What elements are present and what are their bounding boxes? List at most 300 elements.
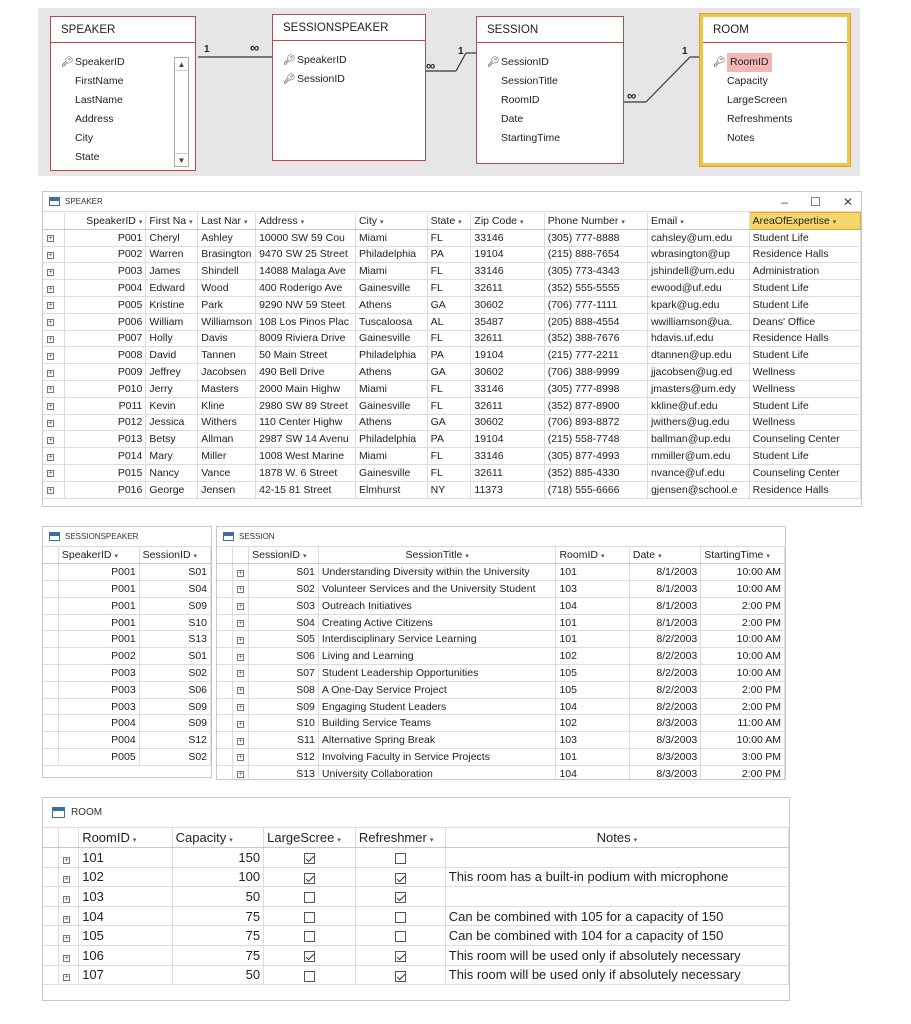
table-cell[interactable]: 8/2/2003 — [629, 631, 700, 648]
table-cell[interactable]: 400 Roderigo Ave — [256, 280, 356, 297]
table-cell[interactable]: 10:00 AM — [701, 648, 785, 665]
table-cell[interactable]: 42-15 81 Street — [256, 481, 356, 498]
table-cell[interactable]: 50 Main Street — [256, 347, 356, 364]
table-cell[interactable]: 19104 — [471, 431, 544, 448]
row-selector[interactable] — [217, 564, 233, 581]
sort-dropdown-icon[interactable]: ▾ — [132, 837, 137, 845]
table-cell[interactable]: P001 — [58, 614, 139, 631]
table-cell[interactable]: S05 — [249, 631, 319, 648]
expand-row-cell[interactable] — [43, 347, 65, 364]
row-selector[interactable] — [217, 648, 233, 665]
sort-dropdown-icon[interactable]: ▾ — [520, 218, 524, 226]
table-cell[interactable]: GA — [427, 414, 471, 431]
table-cell[interactable]: 101 — [556, 631, 629, 648]
expand-plus-icon[interactable]: + — [238, 569, 243, 577]
table-cell[interactable]: P001 — [65, 229, 146, 246]
sort-dropdown-icon[interactable]: ▾ — [633, 837, 638, 845]
table-cell[interactable]: (215) 558-7748 — [544, 431, 647, 448]
sort-dropdown-icon[interactable]: ▾ — [465, 553, 469, 561]
field-name[interactable]: StartingTime — [501, 132, 561, 144]
table-row[interactable] — [43, 906, 789, 926]
table-cell[interactable]: 1008 West Marine — [256, 448, 356, 465]
table-cell[interactable]: S02 — [249, 581, 319, 598]
expand-plus-icon[interactable]: + — [48, 369, 53, 377]
table-cell[interactable]: FL — [427, 263, 471, 280]
table-row[interactable] — [43, 280, 861, 297]
expand-row-cell[interactable] — [43, 263, 65, 280]
table-cell[interactable]: kkline@uf.edu — [647, 397, 749, 414]
table-cell[interactable]: S10 — [249, 715, 319, 732]
table-cell[interactable]: Gainesville — [355, 280, 427, 297]
checkbox-cell[interactable] — [264, 848, 356, 868]
table-cell[interactable]: ewood@uf.edu — [647, 280, 749, 297]
expand-row-cell[interactable] — [233, 564, 249, 581]
table-cell[interactable]: This room will be used only if absolutely necessary — [445, 946, 788, 966]
column-header[interactable] — [318, 547, 556, 564]
table-cell[interactable]: P014 — [65, 448, 146, 465]
expand-plus-icon[interactable]: + — [238, 737, 243, 745]
field-name[interactable]: RoomID — [501, 94, 540, 106]
expand-plus-icon[interactable]: + — [238, 771, 243, 779]
table-cell[interactable]: S10 — [139, 614, 210, 631]
table-cell[interactable]: 11373 — [471, 481, 544, 498]
table-cell[interactable]: wwilliamson@ua. — [647, 313, 749, 330]
table-row[interactable] — [43, 481, 861, 498]
table-cell[interactable]: Involving Faculty in Service Projects — [318, 749, 556, 766]
table-cell[interactable]: 9470 SW 25 Street — [256, 246, 356, 263]
expand-row-cell[interactable] — [233, 681, 249, 698]
expand-row-cell[interactable] — [43, 280, 65, 297]
table-cell[interactable] — [445, 848, 788, 868]
table-cell[interactable]: 102 — [556, 648, 629, 665]
table-cell[interactable]: 32611 — [471, 330, 544, 347]
table-cell[interactable]: Nancy — [146, 464, 198, 481]
field-name[interactable]: SessionID — [297, 73, 345, 85]
table-cell[interactable]: Vance — [198, 464, 256, 481]
table-cell[interactable]: PA — [427, 246, 471, 263]
sort-dropdown-icon[interactable]: ▾ — [766, 553, 770, 561]
table-cell[interactable]: 2:00 PM — [701, 765, 785, 780]
expand-row-cell[interactable] — [43, 380, 65, 397]
column-header[interactable] — [58, 547, 139, 564]
large-screen-checkbox[interactable] — [304, 931, 315, 942]
table-cell[interactable]: FL — [427, 464, 471, 481]
table-cell[interactable]: jjacobsen@ug.ed — [647, 364, 749, 381]
table-cell[interactable]: (305) 773-4343 — [544, 263, 647, 280]
table-row[interactable] — [43, 848, 789, 868]
table-cell[interactable]: S02 — [139, 665, 210, 682]
refreshments-checkbox[interactable] — [395, 931, 406, 942]
checkbox-cell[interactable] — [264, 926, 356, 946]
field-name[interactable]: City — [75, 132, 94, 144]
row-selector[interactable] — [43, 906, 59, 926]
column-header[interactable] — [427, 213, 471, 230]
column-header[interactable] — [701, 547, 785, 564]
room-datasheet-window[interactable] — [42, 797, 790, 1001]
table-cell[interactable]: Wellness — [749, 414, 860, 431]
table-cell[interactable]: 1878 W. 6 Street — [256, 464, 356, 481]
table-cell[interactable]: (215) 777-2211 — [544, 347, 647, 364]
table-cell[interactable]: Jerry — [146, 380, 198, 397]
expand-row-cell[interactable] — [233, 665, 249, 682]
expand-row-cell[interactable] — [43, 448, 65, 465]
table-cell[interactable]: Living and Learning — [318, 648, 556, 665]
checkbox-cell[interactable] — [355, 965, 445, 985]
entity-room[interactable] — [700, 14, 850, 166]
table-row[interactable] — [43, 965, 789, 985]
table-cell[interactable]: 14088 Malaga Ave — [256, 263, 356, 280]
expand-row-cell[interactable] — [233, 765, 249, 780]
table-cell[interactable]: Residence Halls — [749, 481, 860, 498]
table-cell[interactable]: This room will be used only if absolutely necessary — [445, 965, 788, 985]
expand-plus-icon[interactable]: + — [238, 586, 243, 594]
table-cell[interactable]: Wood — [198, 280, 256, 297]
table-cell[interactable]: S06 — [139, 681, 210, 698]
table-cell[interactable]: 102 — [556, 715, 629, 732]
table-cell[interactable]: 30602 — [471, 296, 544, 313]
table-cell[interactable]: PA — [427, 347, 471, 364]
expand-plus-icon[interactable]: + — [64, 974, 69, 982]
large-screen-checkbox[interactable] — [304, 912, 315, 923]
table-cell[interactable]: 101 — [79, 848, 172, 868]
table-cell[interactable]: Wellness — [749, 380, 860, 397]
scroll-up-arrow-icon[interactable]: ▲ — [175, 58, 188, 71]
row-selector[interactable] — [43, 614, 58, 631]
table-cell[interactable]: S01 — [139, 564, 210, 581]
window-title-bar[interactable] — [43, 527, 211, 547]
table-cell[interactable]: (706) 893-8872 — [544, 414, 647, 431]
table-cell[interactable]: S06 — [249, 648, 319, 665]
table-cell[interactable]: 101 — [556, 749, 629, 766]
table-cell[interactable]: S09 — [139, 715, 210, 732]
table-cell[interactable]: 8009 Riviera Drive — [256, 330, 356, 347]
row-selector[interactable] — [217, 715, 233, 732]
table-cell[interactable]: 101 — [556, 614, 629, 631]
field-name[interactable]: SessionID — [501, 56, 549, 68]
expand-row-cell[interactable] — [233, 648, 249, 665]
table-cell[interactable]: 8/1/2003 — [629, 597, 700, 614]
table-cell[interactable]: 75 — [172, 926, 264, 946]
row-selector[interactable] — [43, 648, 58, 665]
table-cell[interactable]: P005 — [65, 296, 146, 313]
table-cell[interactable]: Counseling Center — [749, 464, 860, 481]
table-cell[interactable]: 32611 — [471, 464, 544, 481]
table-cell[interactable]: PA — [427, 431, 471, 448]
table-cell[interactable]: wbrasington@up — [647, 246, 749, 263]
table-cell[interactable]: 108 Los Pinos Plac — [256, 313, 356, 330]
column-header[interactable] — [445, 828, 788, 848]
sort-dropdown-icon[interactable]: ▾ — [680, 218, 684, 226]
checkbox-cell[interactable] — [264, 906, 356, 926]
field-list-scrollbar[interactable] — [174, 57, 189, 167]
expand-plus-icon[interactable]: + — [238, 720, 243, 728]
table-row[interactable] — [43, 732, 211, 749]
table-cell[interactable]: 105 — [556, 681, 629, 698]
refreshments-checkbox[interactable] — [395, 951, 406, 962]
table-row[interactable] — [217, 597, 785, 614]
table-row[interactable] — [43, 564, 211, 581]
table-cell[interactable]: S04 — [139, 581, 210, 598]
table-cell[interactable]: Miami — [355, 448, 427, 465]
table-cell[interactable]: 110 Center Highw — [256, 414, 356, 431]
expand-row-cell[interactable] — [233, 614, 249, 631]
table-cell[interactable]: 102 — [79, 867, 172, 887]
table-cell[interactable]: (215) 888-7654 — [544, 246, 647, 263]
column-header[interactable] — [355, 213, 427, 230]
table-cell[interactable]: P008 — [65, 347, 146, 364]
table-cell[interactable]: 104 — [79, 906, 172, 926]
checkbox-cell[interactable] — [264, 887, 356, 907]
sort-dropdown-icon[interactable]: ▾ — [337, 837, 341, 845]
field-name[interactable]: SessionTitle — [501, 75, 558, 87]
minimize-icon[interactable]: – — [781, 195, 789, 209]
table-row[interactable] — [43, 597, 211, 614]
column-header[interactable] — [146, 213, 198, 230]
table-cell[interactable]: Park — [198, 296, 256, 313]
expand-row-cell[interactable] — [43, 431, 65, 448]
table-cell[interactable]: 2:00 PM — [701, 681, 785, 698]
refreshments-checkbox[interactable] — [395, 912, 406, 923]
table-cell[interactable]: hdavis.uf.edu — [647, 330, 749, 347]
table-cell[interactable]: 30602 — [471, 364, 544, 381]
table-row[interactable] — [43, 946, 789, 966]
expand-plus-icon[interactable]: + — [64, 954, 69, 962]
row-selector[interactable] — [217, 614, 233, 631]
sort-dropdown-icon[interactable]: ▾ — [380, 218, 384, 226]
table-cell[interactable]: Tuscaloosa — [355, 313, 427, 330]
table-row[interactable] — [43, 330, 861, 347]
table-row[interactable] — [43, 263, 861, 280]
column-header[interactable] — [544, 213, 647, 230]
entity-speaker[interactable] — [50, 16, 196, 171]
checkbox-cell[interactable] — [355, 848, 445, 868]
sort-dropdown-icon[interactable]: ▾ — [243, 218, 248, 226]
expand-row-cell[interactable] — [43, 414, 65, 431]
table-cell[interactable]: Outreach Initiatives — [318, 597, 556, 614]
table-cell[interactable]: P001 — [58, 564, 139, 581]
table-cell[interactable]: 10:00 AM — [701, 665, 785, 682]
table-cell[interactable]: nvance@uf.edu — [647, 464, 749, 481]
table-cell[interactable]: jmasters@um.edy — [647, 380, 749, 397]
table-cell[interactable]: Jensen — [198, 481, 256, 498]
field-name[interactable]: Date — [501, 113, 524, 125]
large-screen-checkbox[interactable] — [304, 971, 315, 982]
row-selector[interactable] — [217, 665, 233, 682]
checkbox-cell[interactable] — [264, 965, 356, 985]
sort-dropdown-icon[interactable]: ▾ — [193, 553, 198, 561]
table-cell[interactable]: P003 — [58, 665, 139, 682]
expand-plus-icon[interactable]: + — [48, 268, 53, 276]
checkbox-cell[interactable] — [355, 867, 445, 887]
table-cell[interactable]: Building Service Teams — [318, 715, 556, 732]
table-cell[interactable]: Wellness — [749, 364, 860, 381]
table-cell[interactable]: University Collaboration — [318, 765, 556, 780]
table-row[interactable] — [43, 397, 861, 414]
sessionspeaker-datasheet-window[interactable] — [42, 526, 212, 778]
expand-plus-icon[interactable]: + — [238, 636, 243, 644]
table-cell[interactable]: 150 — [172, 848, 264, 868]
table-cell[interactable]: Jessica — [146, 414, 198, 431]
expand-row-cell[interactable] — [59, 848, 79, 868]
expand-plus-icon[interactable]: + — [64, 856, 69, 864]
room-table[interactable] — [43, 828, 789, 985]
table-cell[interactable]: S13 — [249, 765, 319, 780]
table-cell[interactable]: Williamson — [198, 313, 256, 330]
sort-dropdown-icon[interactable]: ▾ — [189, 218, 193, 226]
table-row[interactable] — [43, 313, 861, 330]
table-cell[interactable]: S09 — [139, 597, 210, 614]
expand-plus-icon[interactable]: + — [48, 419, 53, 427]
row-selector[interactable] — [43, 631, 58, 648]
column-header[interactable] — [355, 828, 445, 848]
table-cell[interactable]: 8/1/2003 — [629, 581, 700, 598]
expand-row-cell[interactable] — [43, 330, 65, 347]
table-cell[interactable]: dtannen@up.edu — [647, 347, 749, 364]
field-name[interactable]: Address — [75, 113, 114, 125]
table-cell[interactable]: 490 Bell Drive — [256, 364, 356, 381]
table-cell[interactable]: Kevin — [146, 397, 198, 414]
table-cell[interactable]: (305) 777-8888 — [544, 229, 647, 246]
table-row[interactable] — [43, 681, 211, 698]
table-row[interactable] — [217, 564, 785, 581]
table-cell[interactable]: Miami — [355, 380, 427, 397]
table-cell[interactable]: kpark@ug.edu — [647, 296, 749, 313]
table-cell[interactable]: P001 — [58, 581, 139, 598]
expand-row-cell[interactable] — [43, 397, 65, 414]
column-header[interactable] — [256, 213, 356, 230]
row-selector[interactable] — [43, 848, 59, 868]
expand-plus-icon[interactable]: + — [48, 470, 53, 478]
table-cell[interactable]: Alternative Spring Break — [318, 732, 556, 749]
table-cell[interactable]: P007 — [65, 330, 146, 347]
table-cell[interactable]: George — [146, 481, 198, 498]
table-cell[interactable]: FL — [427, 229, 471, 246]
table-cell[interactable]: 8/3/2003 — [629, 749, 700, 766]
table-cell[interactable]: P013 — [65, 431, 146, 448]
table-cell[interactable]: P004 — [65, 280, 146, 297]
table-cell[interactable]: Can be combined with 104 for a capacity of 150 — [445, 926, 788, 946]
table-cell[interactable]: David — [146, 347, 198, 364]
field-name[interactable]: State — [75, 151, 100, 163]
expand-plus-icon[interactable]: + — [48, 335, 53, 343]
table-row[interactable] — [43, 665, 211, 682]
expand-row-cell[interactable] — [43, 229, 65, 246]
table-row[interactable] — [217, 581, 785, 598]
column-header[interactable] — [198, 213, 256, 230]
row-selector[interactable] — [217, 597, 233, 614]
expand-plus-icon[interactable]: + — [238, 687, 243, 695]
expand-plus-icon[interactable]: + — [64, 876, 69, 884]
table-row[interactable] — [43, 246, 861, 263]
table-cell[interactable]: P011 — [65, 397, 146, 414]
table-cell[interactable]: Davis — [198, 330, 256, 347]
table-row[interactable] — [43, 926, 789, 946]
table-row[interactable] — [43, 414, 861, 431]
table-cell[interactable]: 9290 NW 59 Steet — [256, 296, 356, 313]
table-cell[interactable]: Jacobsen — [198, 364, 256, 381]
table-cell[interactable]: Athens — [355, 414, 427, 431]
sort-dropdown-icon[interactable]: ▾ — [300, 218, 305, 226]
expand-plus-icon[interactable]: + — [238, 670, 243, 678]
table-cell[interactable]: Volunteer Services and the University Student — [318, 581, 556, 598]
table-cell[interactable] — [445, 887, 788, 907]
expand-row-cell[interactable] — [43, 246, 65, 263]
table-cell[interactable]: Cheryl — [146, 229, 198, 246]
session-datasheet-window[interactable] — [216, 526, 786, 780]
row-selector[interactable] — [43, 665, 58, 682]
table-cell[interactable]: Administration — [749, 263, 860, 280]
checkbox-cell[interactable] — [355, 887, 445, 907]
table-row[interactable] — [43, 380, 861, 397]
row-selector[interactable] — [43, 926, 59, 946]
table-cell[interactable]: Engaging Student Leaders — [318, 698, 556, 715]
checkbox-cell[interactable] — [355, 906, 445, 926]
row-selector[interactable] — [43, 564, 58, 581]
table-row[interactable] — [43, 631, 211, 648]
table-cell[interactable]: (706) 388-9999 — [544, 364, 647, 381]
table-cell[interactable]: P004 — [58, 732, 139, 749]
expand-plus-icon[interactable]: + — [64, 915, 69, 923]
table-cell[interactable]: Athens — [355, 296, 427, 313]
expand-row-cell[interactable] — [59, 906, 79, 926]
table-cell[interactable]: 100 — [172, 867, 264, 887]
table-cell[interactable]: 107 — [79, 965, 172, 985]
field-name[interactable]: Capacity — [727, 75, 768, 87]
expand-row-cell[interactable] — [233, 581, 249, 598]
table-cell[interactable]: 8/2/2003 — [629, 648, 700, 665]
table-cell[interactable]: Betsy — [146, 431, 198, 448]
expand-row-cell[interactable] — [233, 631, 249, 648]
table-cell[interactable]: 2987 SW 14 Avenu — [256, 431, 356, 448]
row-selector[interactable] — [217, 749, 233, 766]
row-selector[interactable] — [43, 867, 59, 887]
row-selector[interactable] — [43, 749, 58, 766]
table-cell[interactable]: 19104 — [471, 246, 544, 263]
select-all-corner[interactable] — [217, 547, 233, 564]
expand-plus-icon[interactable]: + — [48, 235, 53, 243]
column-header[interactable] — [249, 547, 319, 564]
checkbox-cell[interactable] — [355, 946, 445, 966]
table-cell[interactable]: Athens — [355, 364, 427, 381]
table-cell[interactable]: Can be combined with 105 for a capacity of 150 — [445, 906, 788, 926]
table-cell[interactable]: 104 — [556, 597, 629, 614]
window-title-bar[interactable] — [217, 527, 785, 547]
table-cell[interactable]: 75 — [172, 946, 264, 966]
table-cell[interactable]: Student Life — [749, 448, 860, 465]
table-cell[interactable]: S13 — [139, 631, 210, 648]
table-cell[interactable]: FL — [427, 448, 471, 465]
table-cell[interactable]: 105 — [79, 926, 172, 946]
row-selector[interactable] — [43, 698, 58, 715]
table-cell[interactable]: Student Leadership Opportunities — [318, 665, 556, 682]
table-cell[interactable]: Warren — [146, 246, 198, 263]
expand-plus-icon[interactable]: + — [48, 453, 53, 461]
session-table[interactable] — [217, 547, 785, 780]
sort-dropdown-icon[interactable]: ▾ — [658, 553, 662, 561]
expand-plus-icon[interactable]: + — [64, 896, 69, 904]
table-cell[interactable]: 2980 SW 89 Street — [256, 397, 356, 414]
speaker-datasheet-window[interactable] — [42, 191, 862, 507]
table-cell[interactable]: Tannen — [198, 347, 256, 364]
expand-plus-icon[interactable]: + — [48, 352, 53, 360]
scroll-down-arrow-icon[interactable]: ▼ — [175, 153, 188, 166]
window-title-bar[interactable] — [43, 798, 789, 828]
table-row[interactable] — [43, 464, 861, 481]
table-cell[interactable]: (352) 885-4330 — [544, 464, 647, 481]
table-cell[interactable]: P005 — [58, 749, 139, 766]
table-cell[interactable]: (718) 555-6666 — [544, 481, 647, 498]
expand-row-cell[interactable] — [43, 313, 65, 330]
